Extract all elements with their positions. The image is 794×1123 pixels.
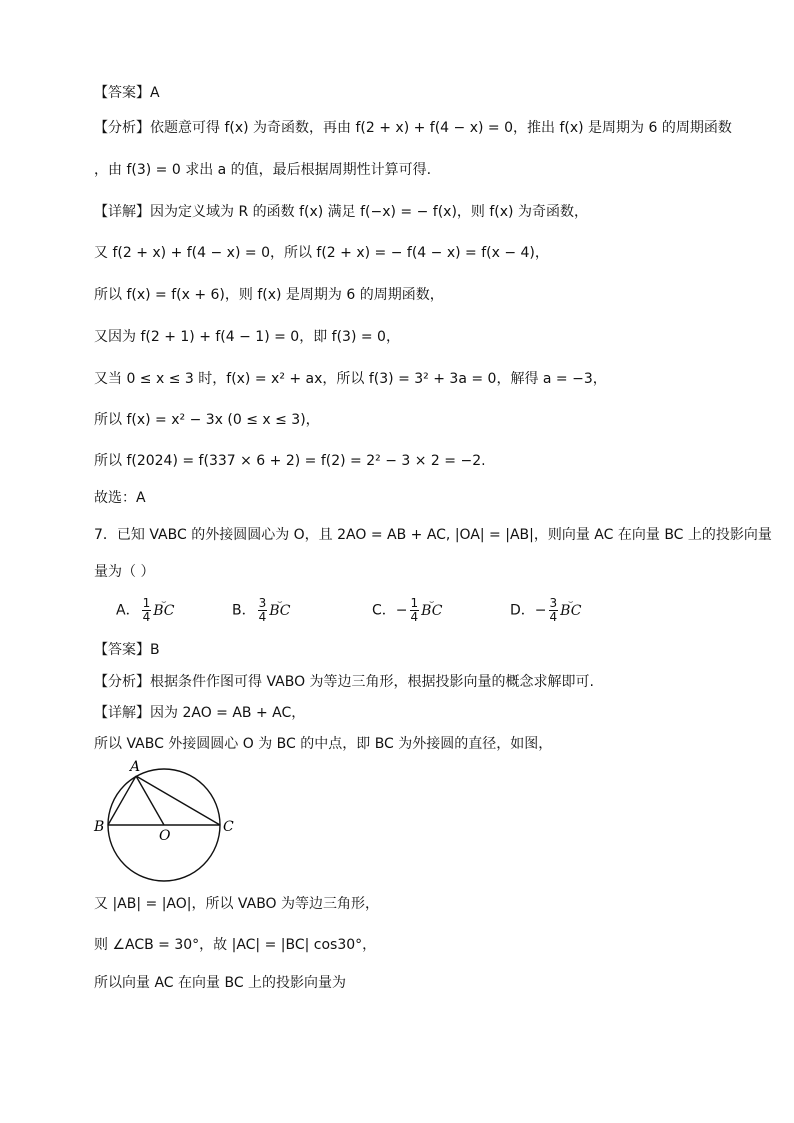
option-a[interactable] (116, 597, 174, 624)
answer-line-2: 【答案】B (94, 642, 160, 658)
analysis-line-2: ，由 f(3) = 0 求出 a 的值，最后根据周期性计算可得. (94, 162, 432, 178)
point-b-label: B (94, 819, 105, 835)
detail-line-11: 则 ∠ACB = 30°，故 |AC| = |BC| cos30°， (94, 937, 377, 953)
detail-line-1: 【详解】因为定义域为 R 的函数 f(x) 满足 f(−x) = − f(x)，则 f(x) 为奇函数， (94, 204, 588, 220)
detail-line-3: 所以 f(x) = f(x + 6)，则 f(x) 是周期为 6 的周期函数， (94, 287, 444, 303)
option-fraction: $\frac{3}{4}$ (258, 596, 267, 624)
analysis-line-1: 【分析】依题意可得 f(x) 为奇函数，再由 f(2 + x) + f(4 − x) = 0，推出 f(x) 是周期为 6 的周期函数 (94, 120, 732, 136)
detail-line-6: 所以 f(x) = x² − 3x (0 ≤ x ≤ 3)， (94, 412, 320, 428)
circle-triangle-figure (92, 756, 242, 884)
detail-line-7: 所以 f(2024) = f(337 × 6 + 2) = f(2) = 2² − 3 × 2 = −2. (94, 453, 486, 469)
detail-line-4: 又因为 f(2 + 1) + f(4 − 1) = 0，即 f(3) = 0， (94, 329, 400, 345)
segment-ac (136, 776, 220, 825)
option-vector: ⌣ BC (560, 601, 581, 621)
detail-line-5: 又当 0 ≤ x ≤ 3 时，f(x) = x² + ax，所以 f(3) = 3² + 3a = 0，解得 a = −3， (94, 371, 607, 387)
point-o-label: O (159, 828, 171, 844)
option-label: A． (116, 602, 140, 619)
option-label: D． (510, 602, 535, 619)
detail-line-9: 所以 VABC 外接圆圆心 O 为 BC 的中点，即 BC 为外接圆的直径，如图， (94, 736, 553, 752)
option-fraction: $\frac{3}{4}$ (549, 596, 558, 624)
option-fraction: $\frac{1}{4}$ (410, 596, 419, 624)
question-7-line-2: 量为（ ） (94, 564, 155, 580)
detail-line-2: 又 f(2 + x) + f(4 − x) = 0，所以 f(2 + x) = − f(4 − x) = f(x − 4)， (94, 245, 549, 261)
option-c[interactable]: C．− $\frac{1}{4}$ ⌣ BC (372, 597, 442, 624)
question-7-line-1: 7．已知 VABC 的外接圆圆心为 O，且 2AO = AB + AC, |OA| = |AB|，则向量 AC 在向量 BC 上的投影向量 (94, 527, 772, 543)
choice-line: 故选：A (94, 490, 146, 506)
segment-ao (136, 776, 164, 825)
analysis-line-3: 【分析】根据条件作图可得 VABO 为等边三角形，根据投影向量的概念求解即可. (94, 674, 594, 690)
option-fraction: $\frac{1}{4}$ (142, 596, 151, 624)
option-vector: ⌣ BC (269, 601, 290, 621)
answer-line-1: 【答案】A (94, 85, 160, 101)
point-c-label: C (223, 819, 234, 835)
detail-line-12: 所以向量 AC 在向量 BC 上的投影向量为 (94, 975, 347, 991)
detail-line-10: 又 |AB| = |AO|，所以 VABO 为等边三角形， (94, 896, 380, 912)
option-label: C． (372, 602, 396, 619)
option-d[interactable]: D．− $\frac{3}{4}$ ⌣ BC (510, 597, 581, 624)
option-label: B． (232, 602, 256, 619)
option-b[interactable] (232, 597, 291, 624)
point-a-label: A (130, 759, 141, 775)
detail-line-8: 【详解】因为 2AO = AB + AC， (94, 705, 306, 721)
segment-ab (108, 776, 136, 825)
option-vector: ⌣ BC (153, 601, 174, 621)
option-vector: ⌣ BC (421, 601, 442, 621)
